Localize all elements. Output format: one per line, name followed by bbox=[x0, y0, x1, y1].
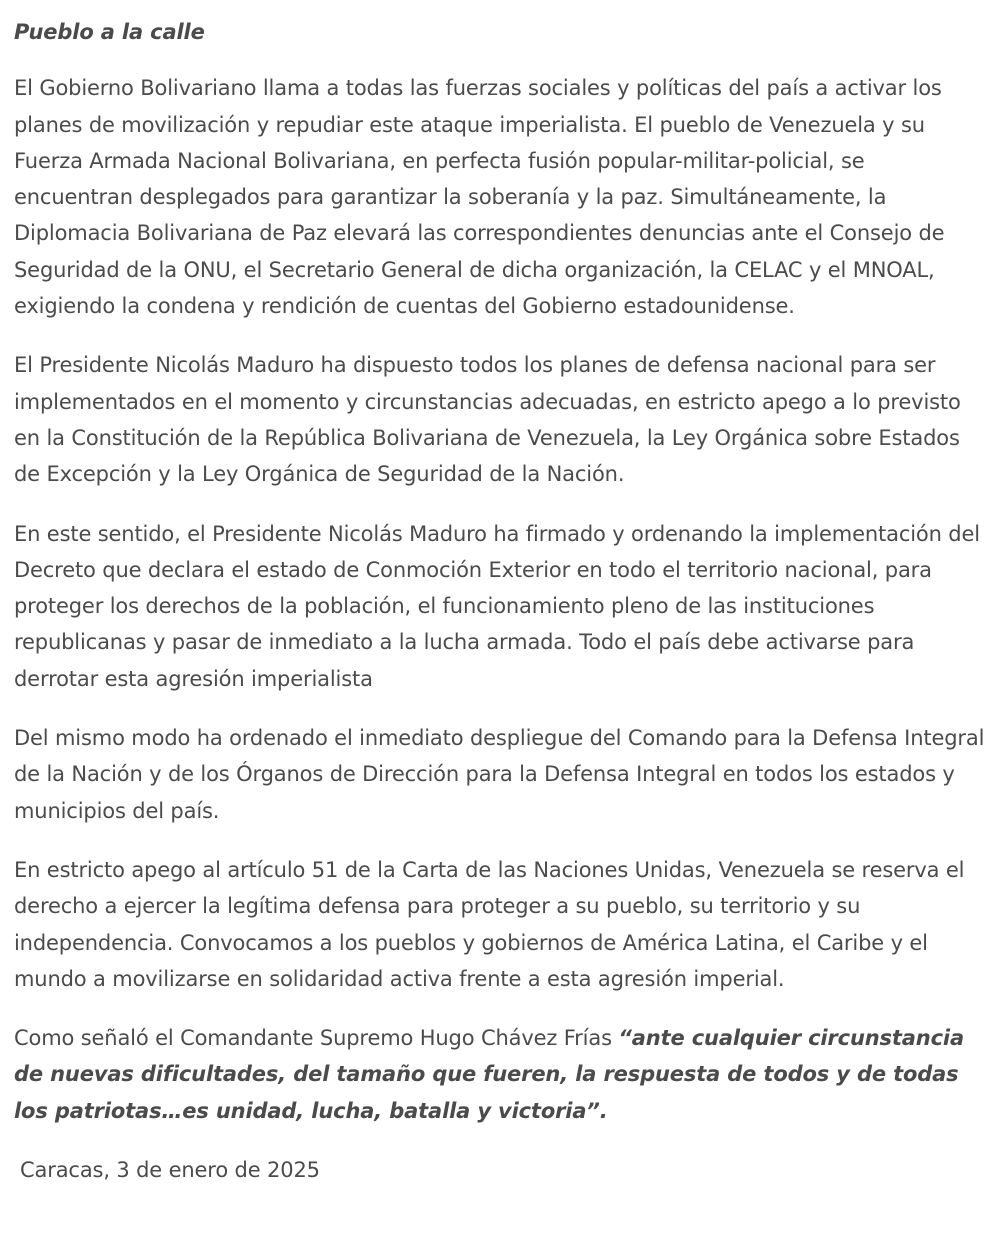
section-heading: Pueblo a la calle bbox=[14, 20, 205, 44]
paragraph-un-charter: En estricto apego al artículo 51 de la Carta de las Naciones Unidas, Venezuela se reserva el derecho a ejercer la legítima defensa para proteger a su pueblo, su territorio y su independencia. Convocamos a los pueblos y gobiernos de América Latina, el Caribe y el mundo a movilizarse en solidaridad activa frente a esta agresión imperial. bbox=[14, 857, 965, 991]
closing-quote-paragraph bbox=[14, 1020, 989, 1129]
paragraph-call-to-mobilize: El Gobierno Bolivariano llama a todas las fuerzas sociales y políticas del país a activar los planes de movilización y repudiar este ataque imperialista. El pueblo de Venezuela y su Fuerza Armada Nacional Bolivariana, en perfecta fusión popular-militar-policial, se encuentran desplegados para garantizar la soberanía y la paz. Simultáneamente, la Diplomacia Bolivariana de Paz elevará las correspondientes denuncias ante el Consejo de Seguridad de la ONU, el Secretario General de dicha organización, la CELAC y el MNOAL, exigiendo la condena y rendición de cuentas del Gobierno estadounidense. bbox=[14, 76, 945, 319]
chavez-quote: “ante cualquier circunstancia de nuevas dificultades, del tamaño que fueren, la respuesta de todos y de todas los patriotas…es unidad, lucha, batalla y victoria”. bbox=[14, 1026, 964, 1123]
paragraph-decree: En este sentido, el Presidente Nicolás Maduro ha firmado y ordenando la implementación del Decreto que declara el estado de Conmoción Exterior en todo el territorio nacional, para proteger los derechos de la población, el funcionamiento pleno de las instituciones republicanas y pasar de inmediato a la lucha armada. Todo el país debe activarse para derrotar esta agresión imperialista bbox=[14, 521, 980, 691]
date-line: Caracas, 3 de enero de 2025 bbox=[20, 1158, 320, 1183]
paragraph-national-defense-plans: El Presidente Nicolás Maduro ha dispuesto todos los planes de defensa nacional para ser implementados en el momento y circunstancias adecuadas, en estricto apego a lo previsto en la Constitución de la República Bolivariana de Venezuela, la Ley Orgánica sobre Estados de Excepción y la Ley Orgánica de Seguridad de la Nación. bbox=[14, 353, 961, 487]
paragraph-command-deployment: Del mismo modo ha ordenado el inmediato despliegue del Comando para la Defensa Integral de la Nación y de los Órganos de Dirección para la Defensa Integral en todos los estados y municipios del país. bbox=[14, 726, 985, 823]
closing-intro: Como señaló el Comandante Supremo Hugo Chávez Frías bbox=[14, 1026, 619, 1051]
